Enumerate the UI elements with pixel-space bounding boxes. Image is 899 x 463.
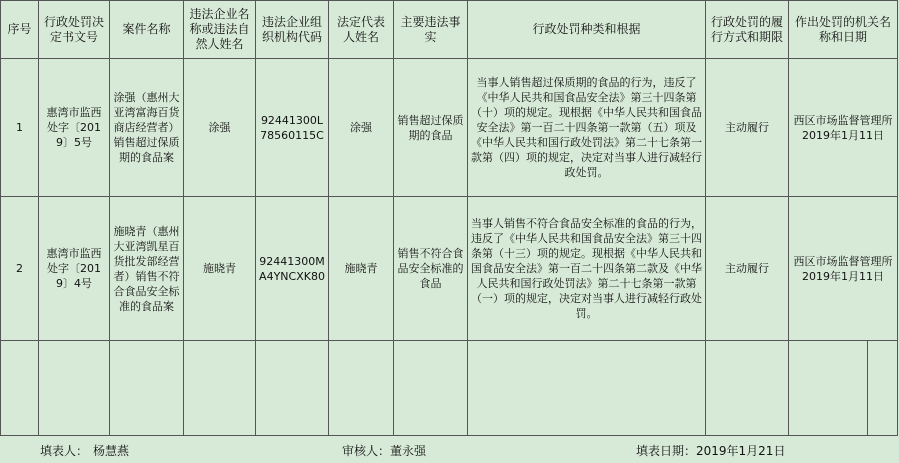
cell-org-code: 92441300L78560115C — [256, 59, 329, 197]
fill-date: 填表日期：2019年1月21日 — [636, 444, 786, 458]
cell-violator: 涂强 — [184, 59, 256, 197]
cell-penalty-text: 当事人销售不符合食品安全标准的食品的行为，违反了《中华人民共和国食品安全法》第三十四条第（十三）项的规定。现根据《中华人民共和国食品安全法》第一百二十四条第二款及《中华人民共和国行政处罚法》第二十七条第一款第（一）项的规定，决定对当事人进行减轻行政处罚。 — [471, 217, 702, 320]
cell-authority: 西区市场监督管理所2019年1月11日 — [789, 197, 898, 341]
empty-cell — [329, 341, 394, 436]
table-row — [1, 197, 898, 341]
cell-facts: 销售超过保质期的食品 — [394, 59, 468, 197]
cell-authority: 西区市场监督管理所2019年1月11日 — [789, 59, 898, 197]
filler-name: 杨慧燕 — [93, 444, 130, 458]
cell-method: 主动履行 — [706, 59, 789, 197]
cell-org-code: 92441300MA4YNCXK80 — [256, 197, 329, 341]
header-method: 行政处罚的履行方式和期限 — [706, 1, 789, 59]
header-case-name: 案件名称 — [110, 1, 184, 59]
empty-cell — [39, 341, 110, 436]
empty-cell — [110, 341, 184, 436]
empty-cell — [468, 341, 706, 436]
cell-method: 主动履行 — [706, 197, 789, 341]
header-authority: 作出处罚的机关名称和日期 — [789, 1, 898, 59]
cell-case-name: 施晓青（惠州大亚湾凯星百货批发部经营者）销售不符合食品安全标准的食品案 — [110, 197, 184, 341]
cell-seq: 2 — [1, 197, 39, 341]
empty-cell — [789, 341, 868, 436]
header-org-code: 违法企业组织机构代码 — [256, 1, 329, 59]
empty-cell — [706, 341, 789, 436]
empty-cell — [394, 341, 468, 436]
reviewer: 审核人：董永强 — [342, 444, 427, 458]
header-legal-rep: 法定代表人姓名 — [329, 1, 394, 59]
cell-penalty — [468, 197, 706, 341]
header-violator: 违法企业名称或违法自然人姓名 — [184, 1, 256, 59]
cell-violator: 施晓青 — [184, 197, 256, 341]
cell-facts: 销售不符合食品安全标准的食品 — [394, 197, 468, 341]
cell-penalty-text: 当事人销售超过保质期的食品的行为，违反了《中华人民共和国食品安全法》第三十四条第（十）项的规定。现根据《中华人民共和国食品安全法》第一百二十四条第一款第（五）项及《中华人民共和国行政处罚法》第二十七条第一款第（四）项的规定，决定对当事人进行减轻行政处罚。 — [471, 76, 702, 179]
table-header-row — [1, 1, 898, 59]
cell-legal-rep: 施晓青 — [329, 197, 394, 341]
header-facts: 主要违法事实 — [394, 1, 468, 59]
header-doc-no: 行政处罚决定书文号 — [39, 1, 110, 59]
cell-case-name: 涂强（惠州大亚湾富海百货商店经营者）销售超过保质期的食品案 — [110, 59, 184, 197]
filler-label: 填表人： — [40, 444, 89, 458]
empty-row — [1, 341, 898, 436]
cell-seq: 1 — [1, 59, 39, 197]
header-penalty: 行政处罚种类和根据 — [468, 1, 706, 59]
table-footer — [0, 440, 899, 463]
cell-doc-no: 惠湾市监西处字〔2019〕5号 — [39, 59, 110, 197]
cell-doc-no: 惠湾市监西处字〔2019〕4号 — [39, 197, 110, 341]
empty-cell — [256, 341, 329, 436]
cell-legal-rep: 涂强 — [329, 59, 394, 197]
table-row — [1, 59, 898, 197]
cell-penalty — [468, 59, 706, 197]
empty-cell — [1, 341, 39, 436]
empty-cell — [868, 341, 898, 436]
header-seq: 序号 — [1, 1, 39, 59]
empty-cell — [184, 341, 256, 436]
